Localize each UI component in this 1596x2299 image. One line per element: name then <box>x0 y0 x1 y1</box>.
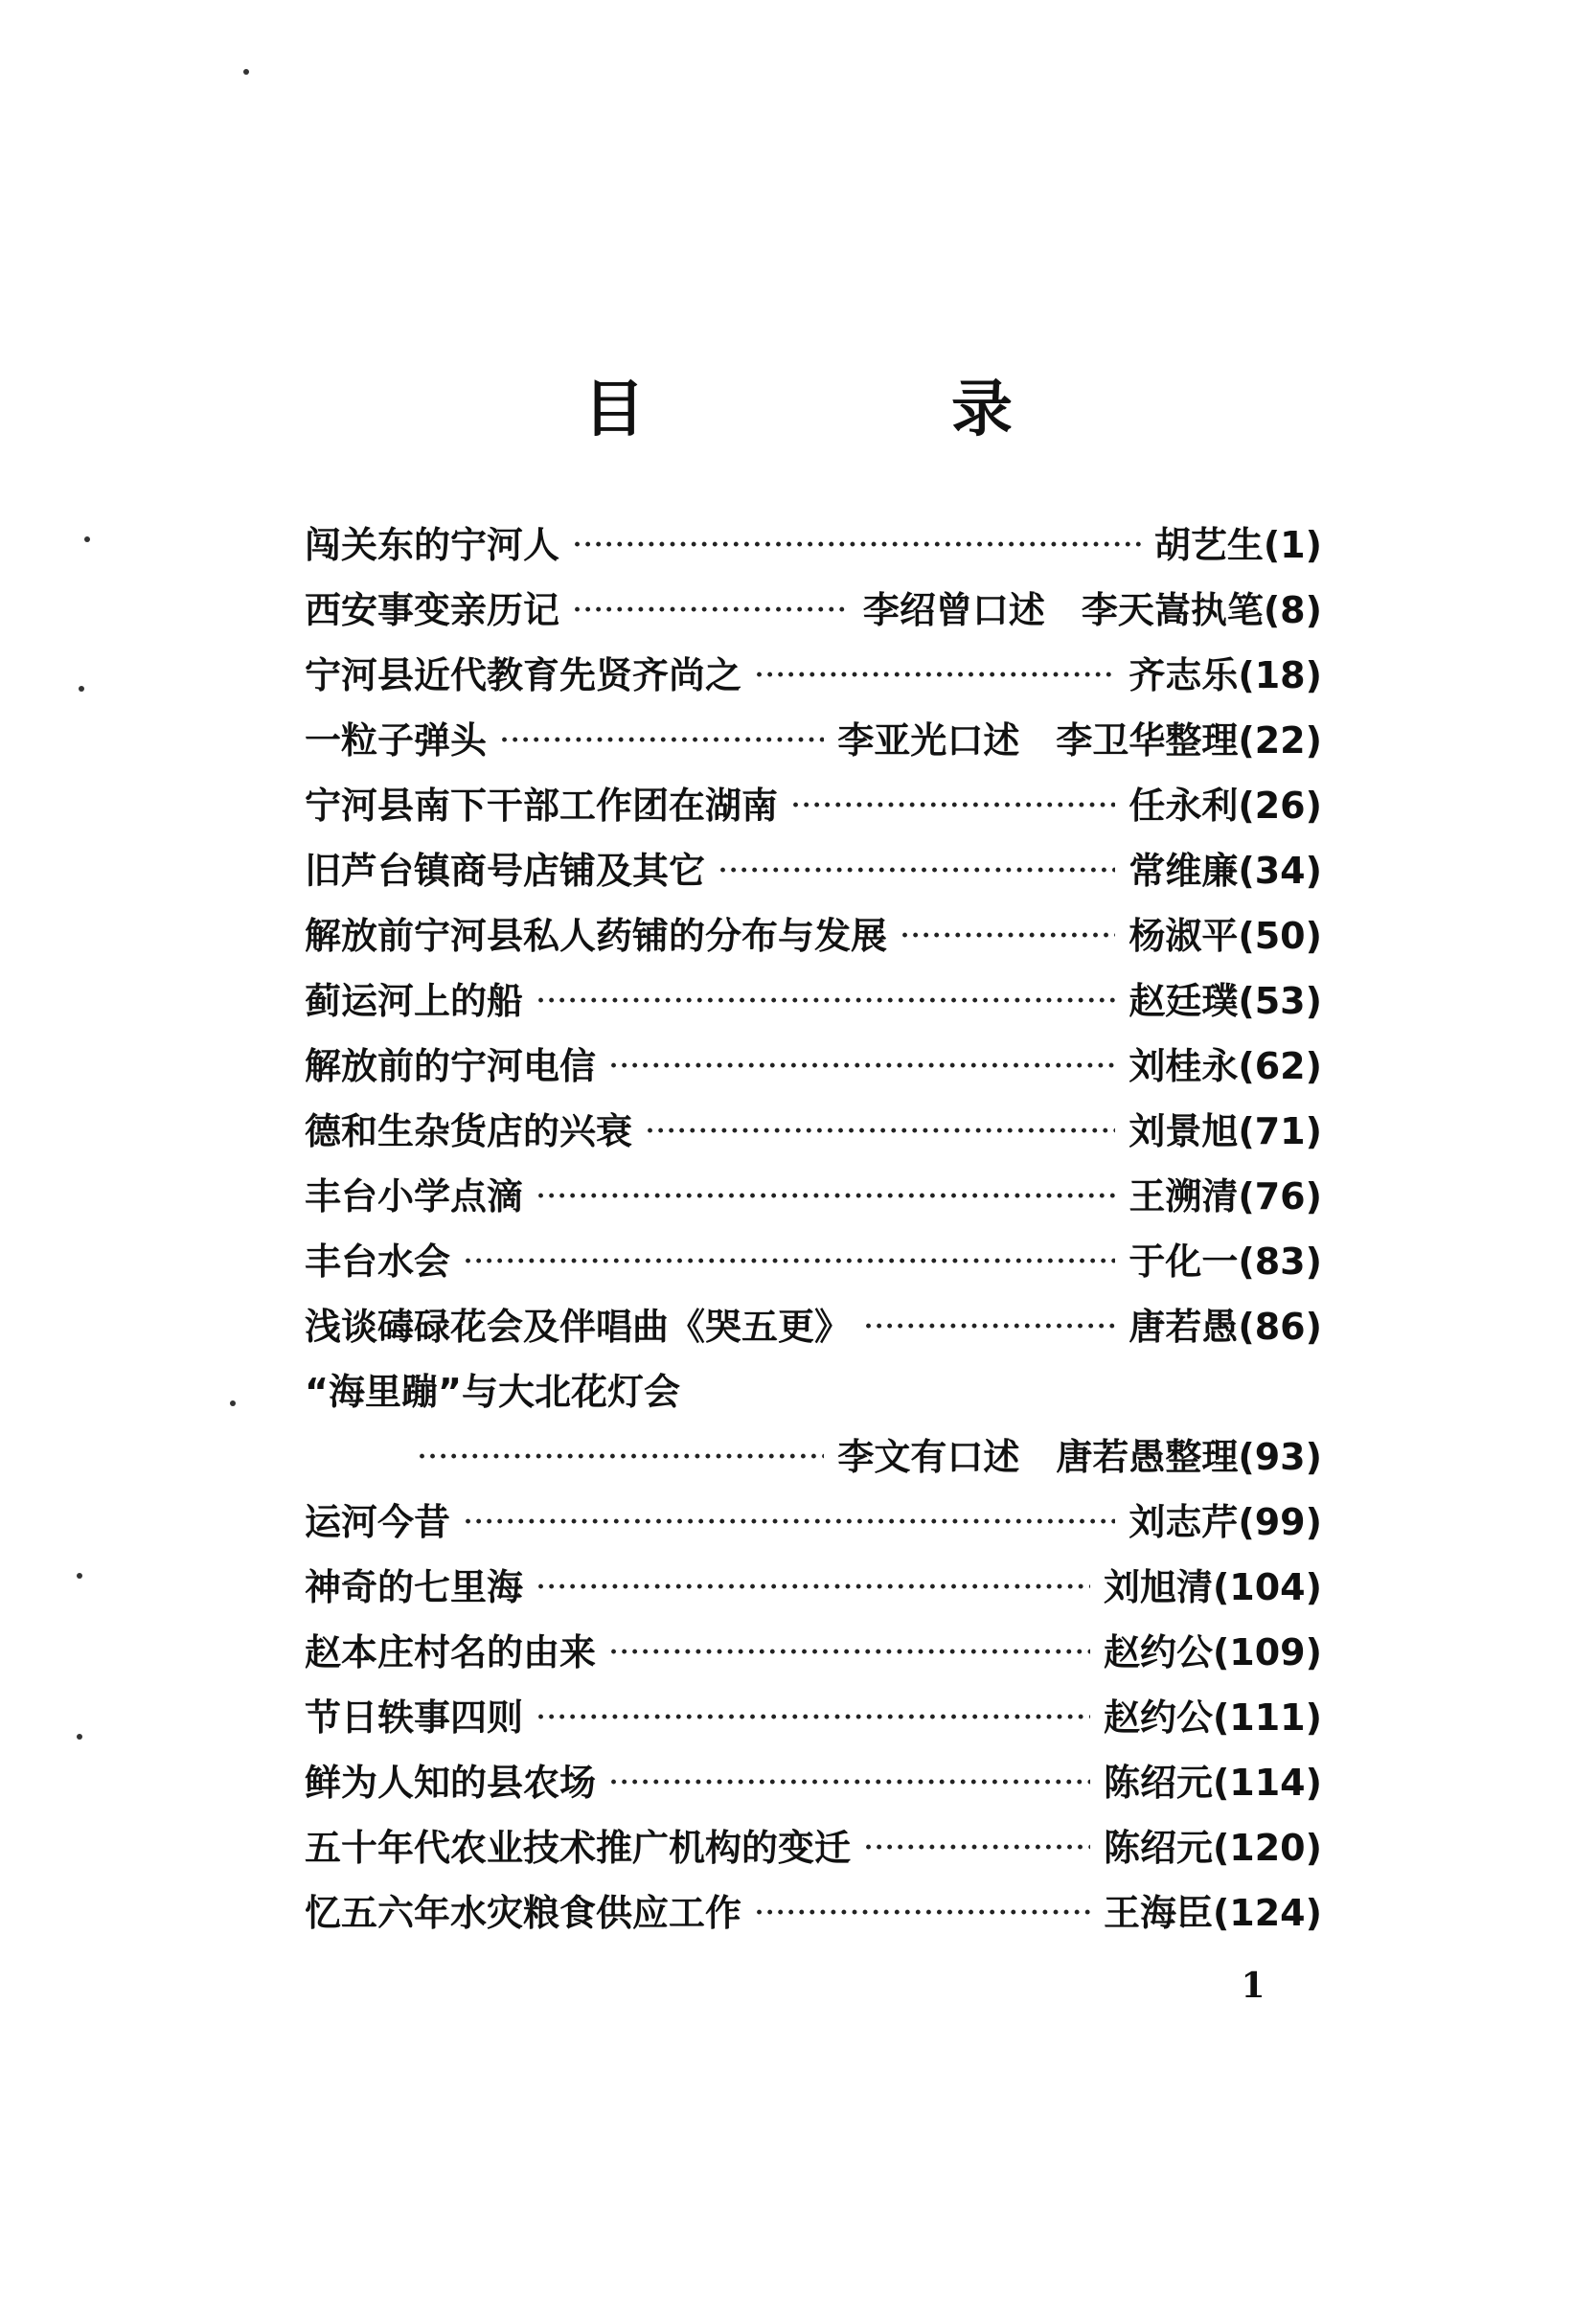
entry-title: 旧芦台镇商号店铺及其它 <box>305 850 706 892</box>
entry-author-page: 赵约公(109) <box>1103 1631 1322 1673</box>
dot-leader <box>536 1164 1115 1229</box>
dot-leader <box>901 903 1115 968</box>
entry-title: 节日轶事四则 <box>305 1696 524 1739</box>
dot-leader <box>573 578 850 643</box>
dot-leader <box>718 838 1115 903</box>
toc-entry[interactable] <box>305 1880 1322 1946</box>
toc-entry[interactable] <box>305 1034 1322 1099</box>
toc-entry[interactable] <box>305 1685 1322 1750</box>
entry-title: 闯关东的宁河人 <box>305 524 560 566</box>
scan-speck <box>77 1573 82 1579</box>
entry-author-page: 刘旭清(104) <box>1103 1566 1322 1608</box>
scan-speck <box>77 1734 82 1740</box>
entry-author-page: 王海臣(124) <box>1103 1892 1322 1934</box>
entry-author-page: 李绍曾口述 李天嵩执笔(8) <box>862 589 1322 631</box>
toc-entry[interactable] <box>305 1359 1322 1424</box>
entry-author-page: 唐若愚(86) <box>1129 1306 1322 1348</box>
toc-entry[interactable] <box>305 1099 1322 1164</box>
dot-leader <box>418 1424 824 1490</box>
entry-title: 运河今昔 <box>305 1501 451 1543</box>
entry-title: 宁河县南下干部工作团在湖南 <box>305 785 779 827</box>
entry-title: “海里蹦”与大北花灯会 <box>305 1371 680 1413</box>
entry-author-page: 任永利(26) <box>1129 785 1322 827</box>
toc-list <box>305 512 1322 1946</box>
dot-leader <box>755 643 1115 708</box>
entry-title: 一粒子弹头 <box>305 719 488 762</box>
entry-title: 五十年代农业技术推广机构的变迁 <box>305 1827 852 1869</box>
dot-leader <box>464 1229 1115 1294</box>
dot-leader <box>755 1880 1090 1946</box>
dot-leader <box>536 1685 1090 1750</box>
toc-entry[interactable] <box>305 708 1322 773</box>
entry-author-page: 陈绍元(114) <box>1103 1762 1322 1804</box>
toc-entry[interactable] <box>305 1294 1322 1359</box>
entry-title: 解放前的宁河电信 <box>305 1045 597 1087</box>
scan-speck <box>230 1400 236 1406</box>
dot-leader <box>609 1750 1090 1815</box>
entry-title: 德和生杂货店的兴衰 <box>305 1110 633 1152</box>
entry-title: 鲜为人知的县农场 <box>305 1762 597 1804</box>
entry-author-page: 刘桂永(62) <box>1129 1045 1322 1087</box>
entry-author-page: 齐志乐(18) <box>1129 654 1322 696</box>
toc-entry[interactable] <box>305 1620 1322 1685</box>
entry-title: 神奇的七里海 <box>305 1566 524 1608</box>
dot-leader <box>500 708 824 773</box>
dot-leader <box>464 1490 1115 1555</box>
toc-entry[interactable] <box>305 838 1322 903</box>
toc-entry[interactable] <box>305 1815 1322 1880</box>
entry-title: 忆五六年水灾粮食供应工作 <box>305 1892 742 1934</box>
toc-entry[interactable] <box>305 903 1322 968</box>
scan-speck <box>243 69 249 75</box>
entry-author-page: 赵廷璞(53) <box>1129 980 1322 1022</box>
toc-entry-continuation[interactable] <box>305 1424 1322 1490</box>
page-number: 1 <box>1241 1966 1265 2006</box>
dot-leader <box>791 773 1115 838</box>
dot-leader <box>609 1620 1090 1685</box>
entry-author-page: 于化一(83) <box>1129 1241 1322 1283</box>
entry-title: 宁河县近代教育先贤齐尚之 <box>305 654 742 696</box>
toc-entry[interactable] <box>305 1490 1322 1555</box>
entry-author-page: 赵约公(111) <box>1103 1696 1322 1739</box>
entry-title: 蓟运河上的船 <box>305 980 524 1022</box>
entry-title: 丰台水会 <box>305 1241 451 1283</box>
dot-leader <box>536 968 1115 1034</box>
entry-author-page: 杨淑平(50) <box>1129 915 1322 957</box>
entry-author-page: 陈绍元(120) <box>1103 1827 1322 1869</box>
toc-entry[interactable] <box>305 643 1322 708</box>
entry-author-page: 胡艺生(1) <box>1153 524 1322 566</box>
entry-author-page: 刘景旭(71) <box>1129 1110 1322 1152</box>
entry-title: 浅谈碡碌花会及伴唱曲《哭五更》 <box>305 1306 852 1348</box>
scan-speck <box>84 536 90 542</box>
toc-entry[interactable] <box>305 773 1322 838</box>
entry-author-page: 李亚光口述 李卫华整理(22) <box>837 719 1322 762</box>
toc-entry[interactable] <box>305 1164 1322 1229</box>
dot-leader <box>609 1034 1115 1099</box>
entry-author-page: 李文有口述 唐若愚整理(93) <box>837 1436 1322 1478</box>
dot-leader <box>646 1099 1115 1164</box>
entry-title: 赵本庄村名的由来 <box>305 1631 597 1673</box>
toc-entry[interactable] <box>305 1555 1322 1620</box>
entry-author-page: 常维廉(34) <box>1129 850 1322 892</box>
dot-leader <box>864 1294 1115 1359</box>
entry-title: 丰台小学点滴 <box>305 1175 524 1218</box>
entry-author-page: 王溯清(76) <box>1129 1175 1322 1218</box>
toc-entry[interactable] <box>305 1229 1322 1294</box>
dot-leader <box>573 512 1141 578</box>
entry-author-page: 刘志芹(99) <box>1129 1501 1322 1543</box>
dot-leader <box>864 1815 1090 1880</box>
toc-entry[interactable] <box>305 968 1322 1034</box>
scan-speck <box>79 686 84 692</box>
toc-entry[interactable] <box>305 1750 1322 1815</box>
toc-entry[interactable] <box>305 578 1322 643</box>
entry-title: 解放前宁河县私人药铺的分布与发展 <box>305 915 888 957</box>
toc-title: 目 录 <box>583 375 1135 445</box>
entry-title: 西安事变亲历记 <box>305 589 560 631</box>
toc-entry[interactable] <box>305 512 1322 578</box>
dot-leader <box>536 1555 1090 1620</box>
